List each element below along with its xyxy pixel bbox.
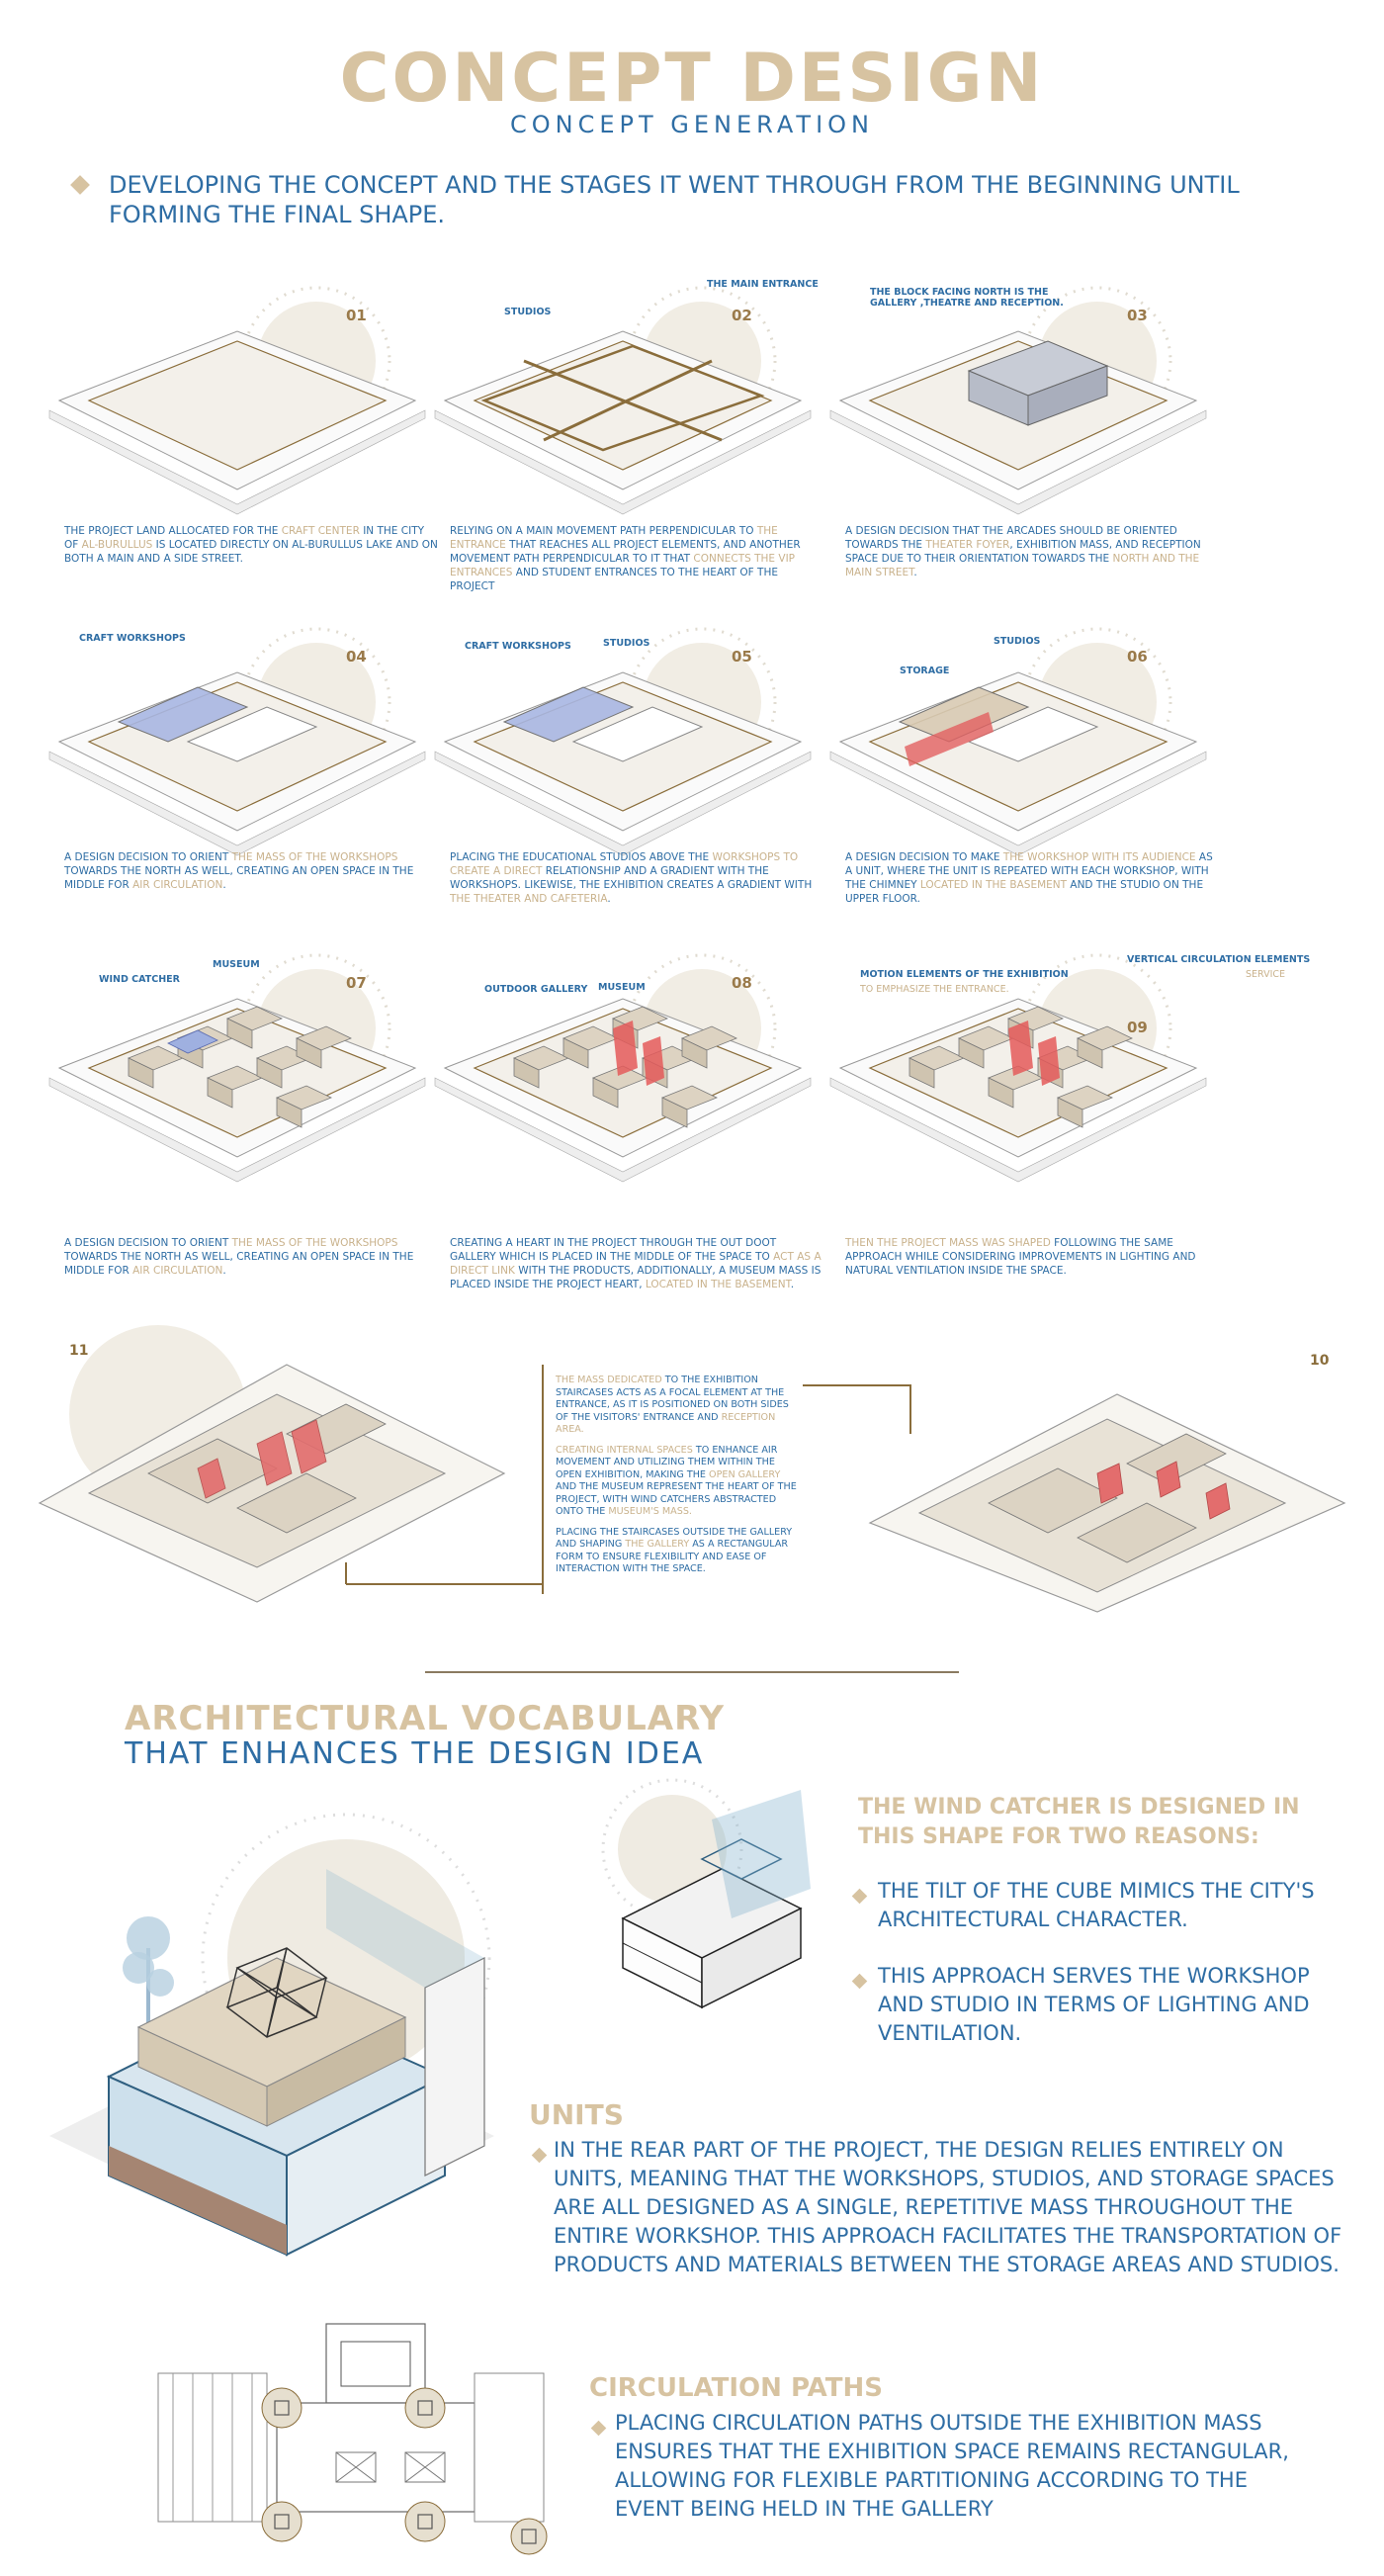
circulation-heading: CIRCULATION PATHS [589, 2373, 883, 2403]
caption-text: TOWARDS THE NORTH AS WELL, CREATING AN OPEN SPACE IN THE MIDDLE FOR [64, 865, 414, 891]
stage-label: OUTDOOR GALLERY [484, 984, 588, 995]
note-leader-line [542, 1365, 544, 1594]
wind-catcher-section-drawing [583, 1780, 821, 2017]
stage-site-drawing [49, 959, 425, 1187]
stage-caption [450, 1236, 825, 1291]
concept-stage-03 [830, 282, 1216, 519]
circulation-plan-drawing [158, 2324, 554, 2561]
stage-caption [845, 850, 1221, 906]
caption-highlight: THE MASS OF THE WORKSHOPS [231, 851, 398, 863]
units-heading: UNITS [529, 2098, 624, 2131]
caption-highlight: NORTH AND THE MAIN STREET [845, 553, 1200, 578]
final-site-left-drawing [30, 1325, 514, 1602]
caption-highlight: CRAFT CENTER [281, 525, 360, 537]
stage-label: STUDIOS [504, 307, 552, 317]
stage-caption [64, 1236, 440, 1278]
caption-text: . [607, 893, 611, 905]
stage-number: 07 [346, 974, 367, 992]
concept-stage-01 [49, 282, 435, 519]
diamond-bullet-icon [591, 2421, 607, 2437]
caption-text: RELYING ON A MAIN MOVEMENT PATH PERPENDICULAR TO [450, 525, 757, 537]
caption-text: . [222, 1265, 226, 1277]
stage-site-drawing [435, 633, 811, 860]
caption-highlight: THE THEATER AND CAFETERIA [450, 893, 608, 905]
stage-caption [64, 524, 440, 566]
caption-text: A DESIGN DECISION TO MAKE [845, 851, 1003, 863]
caption-text: A DESIGN DECISION THAT THE ARCADES SHOULD BE ORIENTED TOWARDS THE [845, 525, 1177, 551]
stage-label: MUSEUM [213, 959, 260, 970]
concept-stage-02 [435, 282, 821, 519]
concept-stage-04 [49, 623, 435, 860]
stage-10-number: 10 [1310, 1353, 1330, 1369]
final-note [556, 1527, 803, 1576]
caption-highlight: THEATER FOYER [925, 539, 1010, 551]
stage-label: STUDIOS [994, 636, 1041, 647]
stage-site-drawing [830, 292, 1206, 519]
caption-highlight: CONNECTS THE VIP ENTRANCES [450, 553, 796, 578]
wind-catcher-bullet: THE TILT OF THE CUBE MIMICS THE CITY'S ARCHITECTURAL CHARACTER. [878, 1879, 1315, 1931]
caption-text: IS LOCATED DIRECTLY ON AL-BURULLUS LAKE AND ON BOTH A MAIN AND A SIDE STREET. [64, 539, 438, 565]
stage-label: SERVICE [1246, 969, 1286, 980]
units-bullet: IN THE REAR PART OF THE PROJECT, THE DESIGN RELIES ENTIRELY ON UNITS, MEANING THAT THE WORKSHOPS, STUDIOS, AND STORAGE SPACES ARE ALL DESIGNED AS A SINGLE, REPETITIVE MASS THROUGHOUT THE ENTIRE WORKSHOP. THIS APPROACH FACILITATES THE TRANSPORTATION OF PRODUCTS AND MATERIALS BETWEEN THE STORAGE AREAS AND STUDIOS. [554, 2138, 1342, 2276]
caption-text: MUSEUM'S MASS. [608, 1506, 692, 1517]
caption-highlight: THE WORKSHOP WITH ITS AUDIENCE [1002, 851, 1196, 863]
caption-text: TOWARDS THE NORTH AS WELL, CREATING AN OPEN SPACE IN THE MIDDLE FOR [64, 1251, 414, 1277]
caption-highlight: LOCATED IN THE BASEMENT [919, 879, 1068, 891]
stage-label: STUDIOS [603, 638, 650, 649]
caption-text: AND THE STUDIO ON THE UPPER FLOOR. [845, 879, 1204, 905]
caption-text: THAT REACHES ALL PROJECT ELEMENTS, AND ANOTHER MOVEMENT PATH PERPENDICULAR TO IT THAT [450, 539, 801, 565]
caption-highlight: THEN THE PROJECT MASS WAS SHAPED [845, 1237, 1051, 1249]
stage-number: 09 [1127, 1019, 1148, 1036]
stage-label: MOTION ELEMENTS OF THE EXHIBITION [860, 969, 1069, 980]
stage-site-drawing [49, 292, 425, 519]
caption-text: PLACING THE EDUCATIONAL STUDIOS ABOVE THE [450, 851, 713, 863]
caption-highlight: THE MASS OF THE WORKSHOPS [231, 1237, 398, 1249]
stage-number: 06 [1127, 648, 1148, 666]
diamond-bullet-icon [532, 2148, 548, 2164]
stage-label: WIND CATCHER [99, 974, 180, 985]
caption-highlight: AIR CIRCULATION [132, 879, 223, 891]
caption-text: PLACING THE STAIRCASES OUTSIDE THE GALLERY AND SHAPING [556, 1526, 793, 1550]
caption-highlight: THE GALLERY [625, 1539, 690, 1550]
vocabulary-subheading: THAT ENHANCES THE DESIGN IDEA [125, 1736, 705, 1771]
final-site-right-drawing [860, 1355, 1354, 1612]
caption-text: FOLLOWING THE SAME APPROACH WHILE CONSIDERING IMPROVEMENTS IN LIGHTING AND NATURAL VENTILATION INSIDE THE SPACE. [845, 1237, 1196, 1277]
caption-text: AS A UNIT, WHERE THE UNIT IS REPEATED WITH EACH WORKSHOP, WITH THE CHIMNEY [845, 851, 1213, 891]
caption-text: A DESIGN DECISION TO ORIENT [64, 1237, 232, 1249]
stage-label: THE BLOCK FACING NORTH IS THE GALLERY ,THEATRE AND RECEPTION. [870, 287, 1064, 309]
page-subtitle: CONCEPT GENERATION [509, 111, 874, 138]
units-building-drawing [30, 1810, 504, 2324]
circulation-bullet: PLACING CIRCULATION PATHS OUTSIDE THE EXHIBITION MASS ENSURES THAT THE EXHIBITION SPACE REMAINS RECTANGULAR, ALLOWING FOR FLEXIBLE PARTITIONING ACCORDING TO THE EVENT BEING HELD IN THE GALLERY [615, 2411, 1289, 2521]
caption-text: OPEN GALLERY [709, 1468, 781, 1480]
stage-label: CRAFT WORKSHOPS [79, 633, 186, 644]
diamond-bullet-icon [852, 1889, 868, 1905]
final-notes [556, 1375, 803, 1584]
concept-stage-07 [49, 949, 435, 1187]
caption-text: RECEPTION AREA. [556, 1411, 776, 1435]
vocabulary-heading: ARCHITECTURAL VOCABULARY [125, 1699, 726, 1738]
stage-site-drawing [435, 292, 811, 519]
final-note [556, 1445, 803, 1519]
caption-highlight: AIR CIRCULATION [132, 1265, 223, 1277]
caption-text: RELATIONSHIP AND A GRADIENT WITH THE WORKSHOPS. LIKEWISE, THE EXHIBITION CREATES A GRADIENT WITH [450, 865, 813, 891]
section-divider [425, 1671, 959, 1673]
caption-highlight: AL-BURULLUS [81, 539, 153, 551]
caption-text: AS A RECTANGULAR FORM TO ENSURE FLEXIBILITY AND EASE OF INTERACTION WITH THE SPACE. [556, 1539, 789, 1574]
stage-label: MUSEUM [598, 982, 646, 993]
caption-text: THE PROJECT LAND ALLOCATED FOR THE [64, 525, 282, 537]
stage-number: 01 [346, 307, 367, 324]
diamond-bullet-icon [70, 175, 90, 195]
stage-caption [845, 524, 1221, 579]
stage-number: 08 [732, 974, 752, 992]
stage-site-drawing [830, 633, 1206, 860]
caption-highlight: AND THE MUSEUM REPRESENT THE HEART OF THE PROJECT, WITH WIND CATCHERS ABSTRACTED ONTO THE [556, 1481, 797, 1517]
stage-label: TO EMPHASIZE THE ENTRANCE. [860, 984, 1009, 995]
caption-text: AND STUDENT ENTRANCES TO THE HEART OF THE PROJECT [450, 567, 778, 592]
concept-stage-05 [435, 623, 821, 860]
stage-11-number: 11 [69, 1343, 89, 1359]
stage-label: THE MAIN ENTRANCE [707, 279, 819, 290]
caption-text: . [913, 567, 917, 578]
stage-caption [64, 850, 440, 892]
caption-highlight: ACT AS A DIRECT LINK [450, 1251, 822, 1277]
caption-highlight: WORKSHOPS TO CREATE A DIRECT [450, 851, 799, 877]
stage-caption [845, 1236, 1221, 1278]
stage-number: 03 [1127, 307, 1148, 324]
caption-text: CREATING A HEART IN THE PROJECT THROUGH THE OUT DOOT GALLERY WHICH IS PLACED IN THE MIDDLE OF THE SPACE TO [450, 1237, 777, 1263]
caption-text: THE MASS DEDICATED [556, 1375, 662, 1385]
stage-number: 05 [732, 648, 752, 666]
wind-catcher-bullet: THIS APPROACH SERVES THE WORKSHOP AND STUDIO IN TERMS OF LIGHTING AND VENTILATION. [878, 1964, 1310, 2045]
caption-text: WITH THE PRODUCTS, ADDITIONALLY, A MUSEUM MASS IS PLACED INSIDE THE PROJECT HEART, [450, 1265, 822, 1290]
stage-number: 02 [732, 307, 752, 324]
stage-site-drawing [49, 633, 425, 860]
caption-highlight: TO ENHANCE AIR MOVEMENT AND UTILIZING THEM WITHIN THE OPEN EXHIBITION, MAKING THE [556, 1444, 778, 1480]
stage-number: 04 [346, 648, 367, 666]
stage-label: CRAFT WORKSHOPS [465, 641, 571, 652]
diamond-bullet-icon [852, 1974, 868, 1990]
concept-stage-06 [830, 623, 1216, 860]
stage-label: VERTICAL CIRCULATION ELEMENTS [1127, 954, 1311, 965]
caption-highlight: THE ENTRANCE [450, 525, 778, 551]
caption-highlight: TO THE EXHIBITION STAIRCASES ACTS AS A FOCAL ELEMENT AT THE ENTRANCE, AS IT IS POSITIONED ON BOTH SIDES OF THE VISITORS' ENTRANCE AND [556, 1375, 789, 1423]
stage-caption [450, 524, 825, 593]
stage-caption [450, 850, 825, 906]
final-note [556, 1375, 803, 1437]
caption-highlight: LOCATED IN THE BASEMENT [645, 1279, 791, 1290]
caption-text: . [790, 1279, 795, 1290]
stage-label: STORAGE [900, 666, 950, 676]
caption-text: IN THE CITY OF [64, 525, 425, 551]
caption-text: . [222, 879, 226, 891]
wind-catcher-heading: THE WIND CATCHER IS DESIGNED IN THIS SHAPE FOR TWO REASONS: [858, 1795, 1300, 1849]
caption-text: CREATING INTERNAL SPACES [556, 1444, 693, 1456]
intro-text: DEVELOPING THE CONCEPT AND THE STAGES IT WENT THROUGH FROM THE BEGINNING UNTIL FORMING THE FINAL SHAPE. [109, 171, 1240, 228]
caption-text: , EXHIBITION MASS, AND RECEPTION SPACE DUE TO THEIR ORIENTATION TOWARDS THE [845, 539, 1201, 565]
caption-text: A DESIGN DECISION TO ORIENT [64, 851, 232, 863]
page-title: CONCEPT DESIGN [339, 40, 1045, 118]
